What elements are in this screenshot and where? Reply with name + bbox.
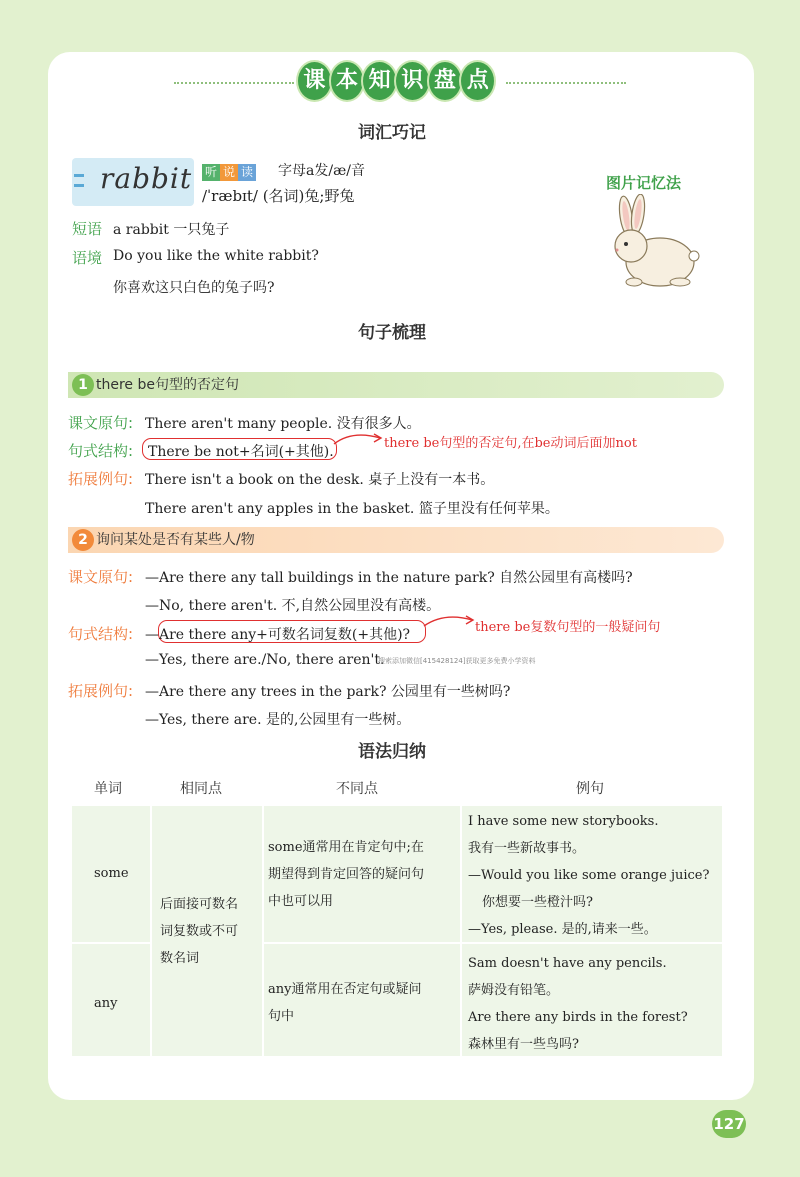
watermark-note: 搜索添加微信[415428124]获取更多免费小学资料 <box>378 657 536 665</box>
col-separator <box>150 806 152 1056</box>
phrase-text: a rabbit 一只兔子 <box>113 222 230 238</box>
dash-mark <box>74 184 84 187</box>
p1-arrow <box>332 430 384 450</box>
context-english: Do you like the white rabbit? <box>113 248 319 264</box>
header-example: 例句 <box>576 781 604 797</box>
title-char: 盘 <box>429 62 462 100</box>
dash-mark <box>74 174 84 177</box>
row-some-diff: some通常用在肯定句中;在 期望得到肯定回答的疑问句 中也可以用 <box>268 840 425 909</box>
p1-structure-note: there be句型的否定句,在be动词后面加not <box>384 436 637 451</box>
letter-note: 字母a发/æ/音 <box>278 163 365 179</box>
p2-original-text-2: —No, there aren't. 不,自然公园里没有高楼。 <box>145 598 441 614</box>
p2-arrow <box>422 612 476 632</box>
point-1-title: there be句型的否定句 <box>96 377 239 393</box>
p2-original-label: 课文原句: <box>68 568 134 586</box>
phrase-label: 短语 <box>72 220 103 238</box>
header-right-line <box>506 82 626 84</box>
tag-listen: 听 <box>202 164 220 181</box>
point-1-bar <box>68 372 724 398</box>
row-any-examples: Sam doesn't have any pencils. 萨姆没有铅笔。 Are there any birds in the forest? 森林里有一些鸟吗? <box>468 956 688 1052</box>
p2-structure-label: 句式结构: <box>68 625 134 643</box>
context-chinese: 你喜欢这只白色的兔子吗? <box>113 280 275 296</box>
vocab-word: rabbit <box>100 162 193 195</box>
tag-speak: 说 <box>220 164 238 181</box>
point-2-number: 2 <box>72 529 94 551</box>
p2-extended-text-2: —Yes, there are. 是的,公园里有一些树。 <box>145 712 411 728</box>
tag-read: 读 <box>238 164 256 181</box>
table-header <box>72 770 722 806</box>
context-label: 语境 <box>72 249 103 267</box>
memory-label: 图片记忆法 <box>606 174 682 192</box>
row-some-examples: I have some new storybooks. 我有一些新故事书。 —Would you like some orange juice? 你想要一些橙汁吗? —Yes, please. 是的,请来一些。 <box>468 814 710 937</box>
title-char: 课 <box>298 62 331 100</box>
header-diff: 不同点 <box>336 781 378 797</box>
p2-structure-note: there be复数句型的一般疑问句 <box>475 620 661 635</box>
row-separator <box>72 942 150 944</box>
row-some-word: some <box>94 866 129 881</box>
p1-extended-text-1: There isn't a book on the desk. 桌子上没有一本书。 <box>145 472 495 488</box>
title-char: 识 <box>396 62 429 100</box>
header-same: 相同点 <box>180 781 222 797</box>
skill-tags <box>202 161 256 181</box>
vocab-section-title: 词汇巧记 <box>358 118 426 143</box>
p2-answer-text: —Yes, there are./No, there aren't. <box>145 652 385 668</box>
page-title <box>298 62 494 104</box>
p2-extended-text-1: —Are there any trees in the park? 公园里有一些树吗? <box>145 684 511 700</box>
col-separator <box>460 806 462 1056</box>
phonetic-definition: /ˈræbɪt/ (名词)兔;野兔 <box>202 187 355 205</box>
header-word: 单词 <box>94 781 122 797</box>
point-1-number: 1 <box>72 374 94 396</box>
page-number: 127 <box>712 1110 746 1138</box>
p2-structure-text: —Are there any+可数名词复数(+其他)? <box>145 627 411 643</box>
grammar-section-title: 语法归纳 <box>358 737 426 762</box>
rabbit-illustration <box>594 194 704 294</box>
row-any-word: any <box>94 996 118 1011</box>
col-separator <box>262 806 264 1056</box>
p1-structure-text: There be not+名词(+其他). <box>148 444 334 460</box>
point-2-title: 询问某处是否有某些人/物 <box>96 532 255 548</box>
title-char: 知 <box>363 62 396 100</box>
p1-original-label: 课文原句: <box>68 414 134 432</box>
p2-original-text-1: —Are there any tall buildings in the nature park? 自然公园里有高楼吗? <box>145 570 633 586</box>
common-point: 后面接可数名 词复数或不可 数名词 <box>160 897 239 966</box>
p1-extended-label: 拓展例句: <box>68 470 134 488</box>
point-2-bar <box>68 527 724 553</box>
grammar-table <box>72 770 722 1060</box>
p1-original-text: There aren't many people. 没有很多人。 <box>145 416 421 432</box>
title-char: 点 <box>461 62 494 100</box>
header-left-line <box>174 82 294 84</box>
row-any-diff: any通常用在否定句或疑问 句中 <box>268 982 422 1024</box>
title-char: 本 <box>331 62 364 100</box>
p2-extended-label: 拓展例句: <box>68 682 134 700</box>
p1-structure-label: 句式结构: <box>68 442 134 460</box>
p1-extended-text-2: There aren't any apples in the basket. 篮子里没有任何苹果。 <box>145 501 559 517</box>
sentences-section-title: 句子梳理 <box>358 318 426 343</box>
